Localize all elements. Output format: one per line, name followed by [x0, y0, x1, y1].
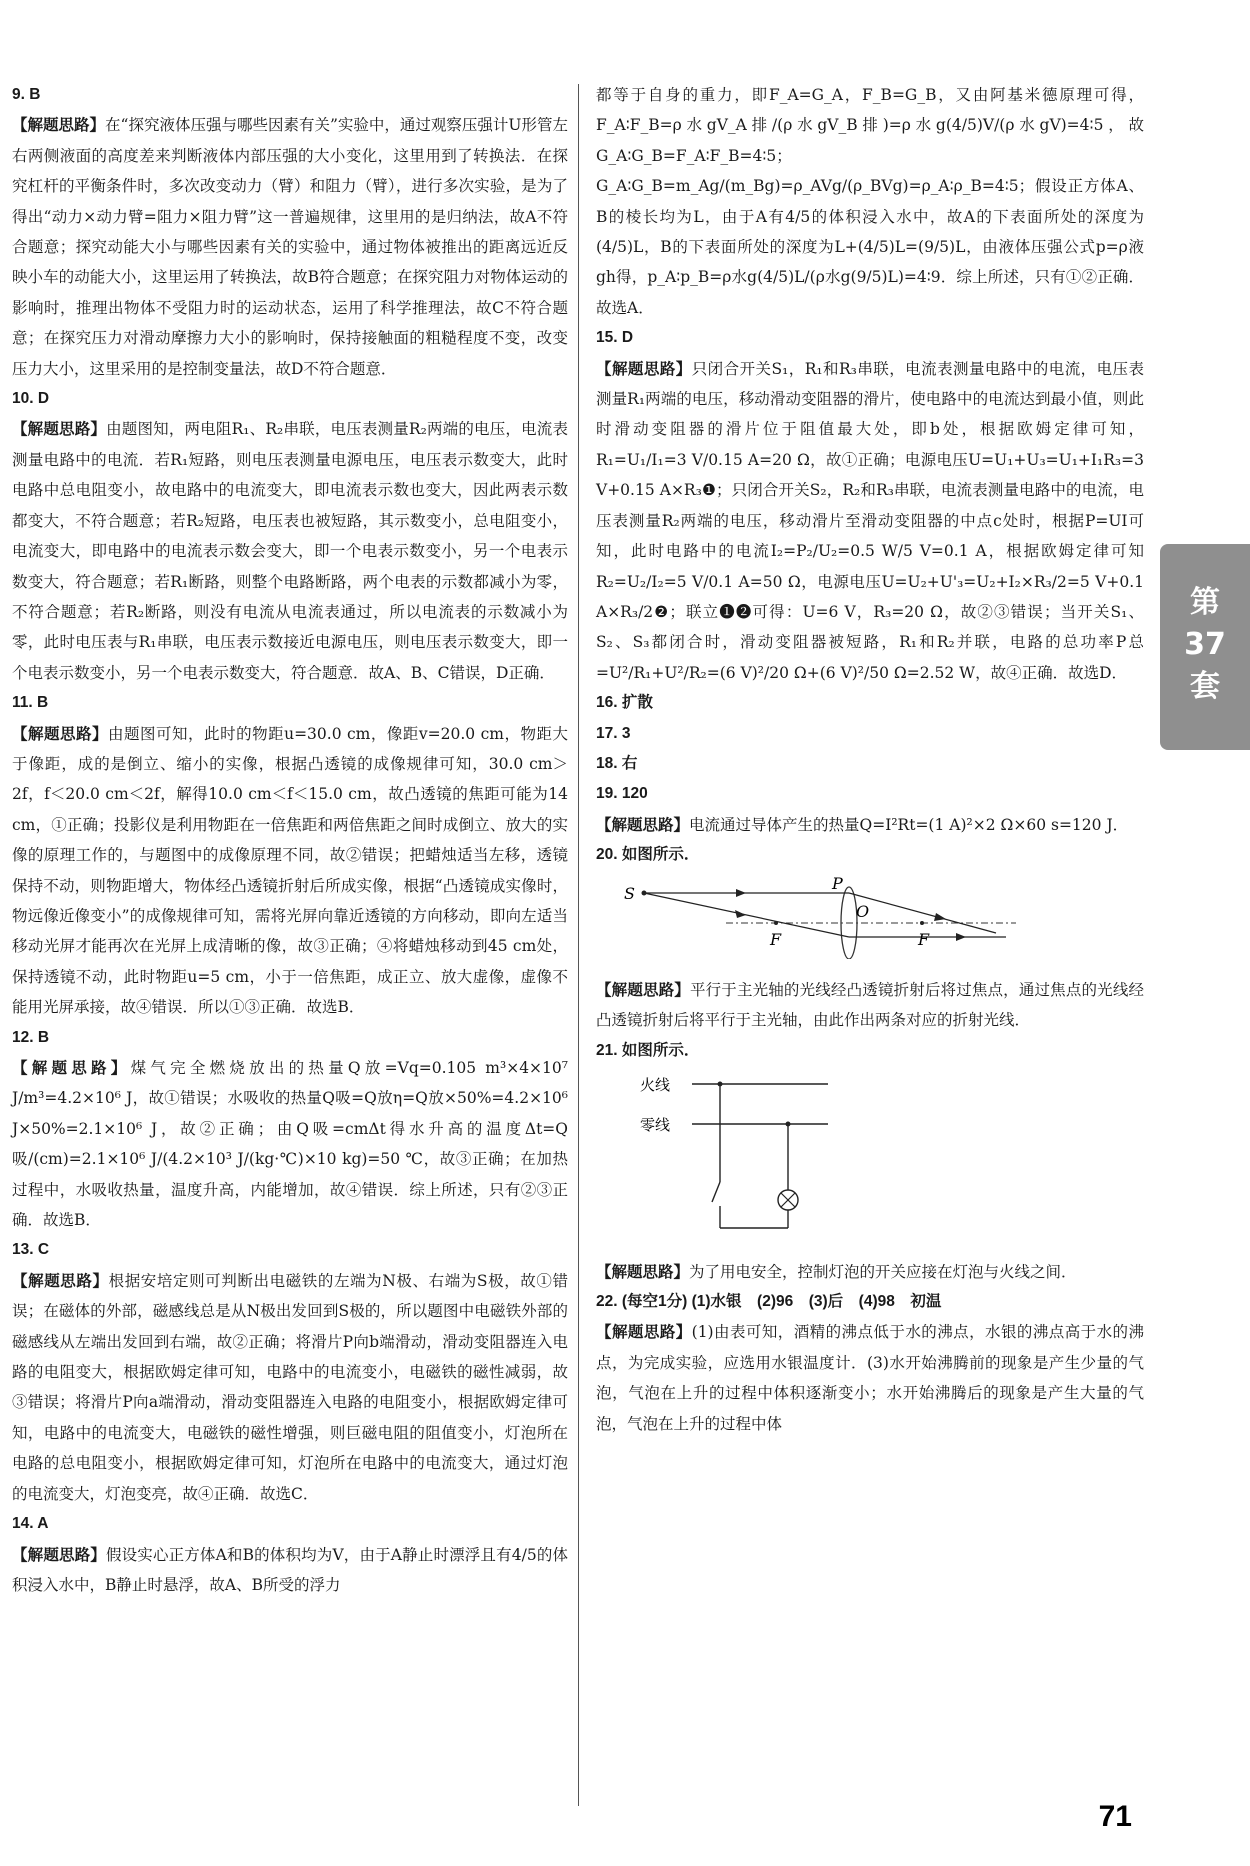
q18-answer: 18. 右 — [596, 754, 638, 772]
set-number-tab — [1160, 544, 1250, 750]
lens-diagram — [596, 875, 1144, 969]
right-column — [596, 80, 1144, 1439]
q14-answer: 14. A — [12, 1515, 49, 1533]
q14 — [12, 1509, 568, 1600]
circuit-diagram — [596, 1070, 1144, 1250]
q21-answer: 21. 如图所示． — [596, 1041, 700, 1059]
q22-answer: 22. (每空1分) (1)水银 (2)96 (3)后 (4)98 初温 — [596, 1293, 942, 1310]
circuit-diagram-svg — [596, 1070, 1144, 1240]
label-f-right: F — [918, 929, 930, 949]
label-p: P — [832, 874, 843, 893]
q20 — [596, 840, 1144, 1036]
q10-answer: 10. D — [12, 390, 50, 408]
q14-tag: 【解题思路】 — [12, 1544, 106, 1564]
q21-tag: 【解题思路】 — [596, 1261, 690, 1281]
q11-answer: 11. B — [12, 694, 49, 712]
set-tab-line3: 套 — [1190, 669, 1220, 704]
q10 — [12, 384, 568, 688]
q19-answer: 19. 120 — [596, 785, 648, 803]
q15-text: 只闭合开关S₁，R₁和R₃串联，电流表测量电路中的电流，电压表测量R₁两端的电压，移动滑动变阻器的滑片，使电路中的电流达到最小值，则此时滑动变阻器的滑片位于阻值最大处，即b处，根据欧姆定律可知，R₁=U₁/I₁=3 V/0.15 A=20 Ω，故①正确；电源电压U=U₁+U₃=U₁+I₁R₃=3 V+0.15 A×R₃❶；只闭合开关S₂，R₂和R₃串联，电流表测量电路中的电流，电压表测量R₂两端的电压，移动滑片至滑动变阻器的中点c处时，根据P=UI可知，此时电路中的电流I₂=P₂/U₂=0.5 W/5 V=0.1 A，根据欧姆定律可知R₂=U₂/I₂=5 V/0.1 A=50 Ω，电源电压U=U₂+U'₃=U₂+I₂×R₃/2=5 V+0.1 A×R₃/2❷；联立❶❷可得：U=6 V，R₃=20 Ω，故②③错误；当开关S₁、S₂、S₃都闭合时，滑动变阻器被短路，R₁和R₂并联，电路的总功率P总=U²/R₁+U²/R₂=(6 V)²/20 Ω+(6 V)²/50 Ω=2.52 W，故④正确．故选D． — [596, 359, 1144, 682]
q12 — [12, 1023, 568, 1236]
label-o: O — [856, 901, 870, 921]
q11 — [12, 688, 568, 1022]
q20-answer: 20. 如图所示． — [596, 846, 700, 864]
q10-text: 由题图知，两电阻R₁、R₂串联，电压表测量R₂两端的电压，电流表测量电路中的电流．若R₁短路，则电压表测量电源电压，电压表示数变大，此时电路中总电阻变小，故电路中的电流变大，即电流表示数也变大，因此两表示数都变大，不符合题意；若R₂短路，电压表也被短路，其示数变小，总电阻变小，电流变大，即电路中的电流表示数会变大，即一个电表示数变小，另一个电表示数变大，符合题意；若R₁断路，则整个电路断路，两个电表的示数都减小为零，不符合题意；若R₂断路，则没有电流从电流表通过，所以电流表的示数减小为零，此时电压表与R₁串联，电压表示数接近电源电压，则电压表示数变大，即一个电表示数变小，另一个电表示数变大，符合题意．故A、B、C错误，D正确． — [12, 420, 568, 682]
q16-answer: 16. 扩散 — [596, 694, 653, 712]
q13-tag: 【解题思路】 — [12, 1270, 109, 1290]
q9-answer: 9. B — [12, 86, 41, 103]
q9-tag: 【解题思路】 — [12, 115, 106, 135]
set-tab-line2: 37 — [1184, 627, 1226, 662]
q15-tag: 【解题思路】 — [596, 358, 692, 378]
column-divider — [578, 84, 579, 1806]
q13 — [12, 1235, 568, 1509]
label-s: S — [624, 883, 635, 903]
left-column — [12, 80, 568, 1600]
q13-text: 根据安培定则可判断出电磁铁的左端为N极、右端为S极，故①错误；在磁体的外部，磁感线总是从N极出发回到S极的，所以题图中电磁铁外部的磁感线从左端出发回到右端，故②正确；将滑片P向b端滑动，滑动变阻器连入电路的电阻变大，根据欧姆定律可知，电路中的电流变小，电磁铁的磁性减弱，故③错误；将滑片P向a端滑动，滑动变阻器连入电路的电阻变小，根据欧姆定律可知，电路中的电流变大，电磁铁的磁性增强，则巨磁电阻的阻值变小，灯泡所在电路的总电阻变小，根据欧姆定律可知，灯泡所在电路中的电流变大，通过灯泡的电流变大，灯泡变亮，故④正确．故选C． — [12, 1271, 568, 1503]
q22-tag: 【解题思路】 — [596, 1322, 692, 1342]
q14-continued: 都等于自身的重力，即F_A=G_A，F_B=G_B，又由阿基米德原理可得，F_A∶F_B=ρ水gV_A排/(ρ水gV_B排)=ρ水g(4/5)V/(ρ水gV)=4∶5，故G_A∶G_B=F_A∶F_B=4∶5；G_A∶G_B=m_Ag/(m_Bg)=ρ_AVg/(ρ_BVg)=ρ_A∶ρ_B=4∶5；假设正方体A、B的棱长均为L，由于A有4/5的体积浸入水中，故A的下表面所处的深度为(4/5)L，B的下表面所处的深度为L+(4/5)L=(9/5)L，由液体压强公式p=ρ液gh得，p_A∶p_B=ρ水g(4/5)L/(ρ水g(9/5)L)=4∶9．综上所述，只有①②正确．故选A． — [596, 86, 1144, 317]
label-fire-wire: 火线 — [640, 1076, 671, 1095]
q12-tag: 【解题思路】 — [12, 1058, 131, 1077]
q14-text: 假设实心正方体A和B的体积均为V，由于A静止时漂浮且有4/5的体积浸入水中，B静止时悬浮，故A、B所受的浮力 — [12, 1545, 568, 1594]
q13-answer: 13. C — [12, 1241, 50, 1259]
q9-text: 在“探究液体压强与哪些因素有关”实验中，通过观察压强计U形管左右两侧液面的高度差来判断液体内部压强的大小变化，这里用到了转换法．在探究杠杆的平衡条件时，多次改变动力（臂）和阻力（臂），进行多次实验，是为了得出“动力×动力臂=阻力×阻力臂”这一普遍规律，这里用的是归纳法，故A不符合题意；探究动能大小与哪些因素有关的实验中，通过物体被推出的距离远近反映小车的动能大小，这里运用了转换法，故B符合题意；在探究阻力对物体运动的影响时，推理出物体不受阻力时的运动状态，运用了科学推理法，故C不符合题意；在探究压力对滑动摩擦力大小的影响时，保持接触面的粗糙程度不变，改变压力大小，这里采用的是控制变量法，故D不符合题意． — [12, 116, 568, 378]
q11-text: 由题图可知，此时的物距u=30.0 cm，像距v=20.0 cm，物距大于像距，成的是倒立、缩小的实像，根据凸透镜的成像规律可知，30.0 cm＞2f，f＜20.0 cm＜2f，解得10.0 cm＜f＜15.0 cm，故凸透镜的焦距可能为14 cm，①正确；投影仪是利用物距在一倍焦距和两倍焦距之间时成倒立、放大的实像的原理工作的，与题图中的成像原理不同，故②错误；把蜡烛适当左移，透镜保持不动，则物距增大，物体经凸透镜折射后所成实像，根据“凸透镜成实像时，物远像近像变小”的成像规律可知，需将光屏向靠近透镜的方向移动，即向左适当移动光屏才能再次在光屏上成清晰的像，故③正确；④将蜡烛移动到45 cm处，保持透镜不动，此时物距u=5 cm，小于一倍焦距，成正立、放大虚像，虚像不能用光屏承接，故④错误．所以①③正确．故选B． — [12, 724, 568, 1017]
q19-tag: 【解题思路】 — [596, 814, 690, 834]
q17-answer: 17. 3 — [596, 724, 631, 742]
q11-tag: 【解题思路】 — [12, 723, 109, 743]
q12-answer: 12. B — [12, 1028, 50, 1046]
label-f-left: F — [770, 929, 782, 949]
q20-tag: 【解题思路】 — [596, 979, 690, 999]
q22 — [596, 1287, 1144, 1439]
q15-answer: 15. D — [596, 329, 634, 347]
q19 — [596, 779, 1144, 840]
page-number: 71 — [1098, 1800, 1132, 1833]
q20-text: 平行于主光轴的光线经凸透镜折射后将过焦点，通过焦点的光线经凸透镜折射后将平行于主光轴，由此作出两条对应的折射光线． — [596, 980, 1144, 1030]
q10-tag: 【解题思路】 — [12, 419, 107, 439]
q21-text: 为了用电安全，控制灯泡的开关应接在灯泡与火线之间． — [689, 1262, 1077, 1281]
q19-text: 电流通过导体产生的热量Q=I²Rt=(1 A)²×2 Ω×60 s=120 J． — [689, 815, 1129, 834]
set-tab-line1: 第 — [1190, 585, 1220, 620]
label-zero-wire: 零线 — [640, 1116, 671, 1135]
q9 — [12, 80, 568, 384]
q12-text: 煤气完全燃烧放出的热量Q放=Vq=0.105 m³×4×10⁷ J/m³=4.2×10⁶ J，故①错误；水吸收的热量Q吸=Q放η=Q放×50%=4.2×10⁶ J×50%=2.1×10⁶ J，故②正确；由Q吸=cmΔt得水升高的温度Δt=Q吸/(cm)=2.1×10⁶ J/(4.2×10³ J/(kg·℃)×10 kg)=50 ℃，故③正确；在加热过程中，水吸收热量，温度升高，内能增加，故④错误．综上所述，只有②③正确．故选B． — [12, 1059, 568, 1230]
q21 — [596, 1036, 1144, 1287]
q15 — [596, 323, 1144, 688]
q22-text: (1)由表可知，酒精的沸点低于水的沸点，水银的沸点高于水的沸点，为完成实验，应选用水银温度计．(3)水开始沸腾前的现象是产生少量的气泡，气泡在上升的过程中体积逐渐变小；水开始沸腾后的现象是产生大量的气泡，气泡在上升的过程中体 — [596, 1323, 1144, 1433]
lens-diagram-svg — [596, 875, 1144, 959]
